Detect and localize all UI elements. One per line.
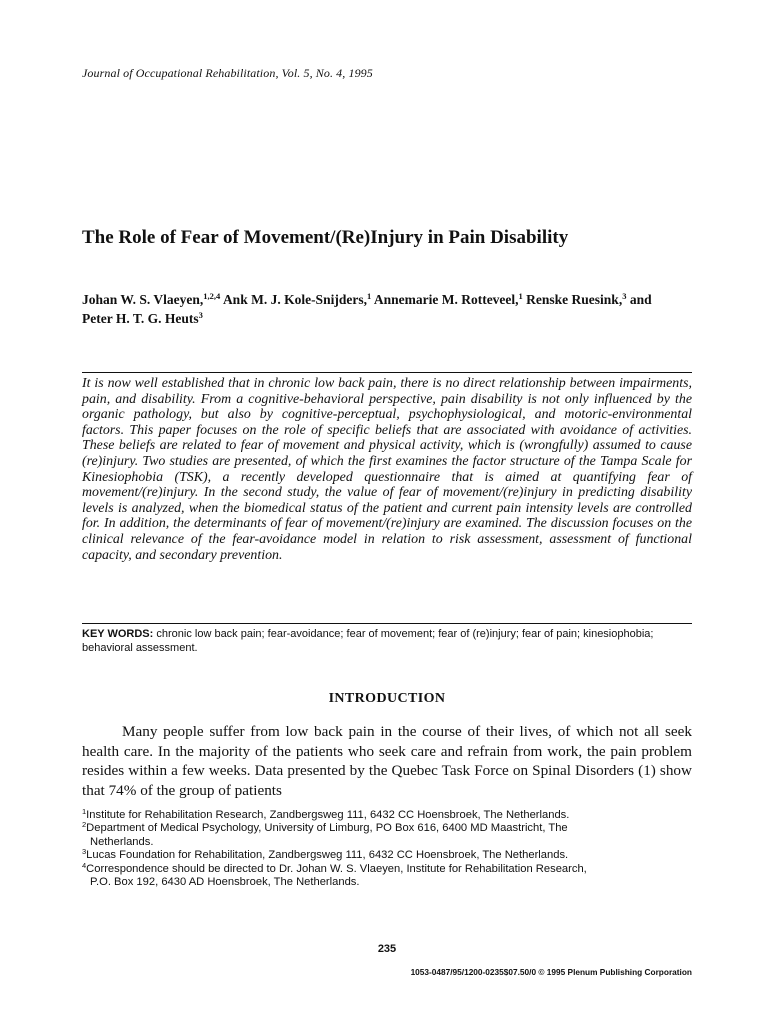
author-list [82, 290, 682, 328]
author-affiliation-marker: 3 [198, 310, 203, 320]
footnote [82, 822, 692, 835]
footnote-number: 2 [82, 820, 87, 830]
footnote-text: Department of Medical Psychology, University of Limburg, PO Box 616, 6400 MD Maastricht, The [86, 822, 568, 835]
keywords-label: KEY WORDS: [82, 628, 154, 640]
author-affiliation-marker: 1 [366, 291, 372, 301]
journal-header: Journal of Occupational Rehabilitation, Vol. 5, No. 4, 1995 [82, 66, 373, 80]
author-affiliation-marker: 1 [518, 291, 523, 301]
intro-paragraph [82, 722, 692, 800]
footnote-number: 1 [82, 807, 87, 816]
footnote [82, 860, 692, 876]
footnote [82, 849, 692, 862]
article-title: The Role of Fear of Movement/(Re)Injury in Pain Disability [82, 227, 569, 248]
footnotes [82, 809, 692, 889]
footnote-text: Lucas Foundation for Rehabilitation, Zandbergsweg 111, 6432 CC Hoensbroek, The Netherlands. [86, 849, 569, 862]
footnote-continuation: P.O. Box 192, 6430 AD Hoensbroek, The Netherlands. [90, 876, 360, 889]
footnote-number: 3 [82, 847, 87, 857]
author-separator: and [626, 292, 652, 307]
footnote-continuation: Netherlands. [90, 835, 154, 848]
footnote [82, 809, 692, 822]
keywords-text: chronic low back pain; fear-avoidance; fear of movement; fear of (re)injury; fear of pain; kinesiophobia; behavioral assessment. [82, 628, 654, 654]
keywords [82, 627, 692, 655]
author-name: Annemarie M. Rotteveel, [373, 292, 519, 307]
keywords-rule [82, 623, 692, 624]
author-name: Renske Ruesink, [526, 292, 623, 307]
author-affiliation-marker: 3 [622, 291, 627, 301]
section-heading-introduction: INTRODUCTION [328, 691, 446, 706]
page-number: 235 [377, 943, 397, 955]
author-name: Johan W. S. Vlaeyen, [82, 292, 204, 307]
footnote-text: Institute for Rehabilitation Research, Zandbergsweg 111, 6432 CC Hoensbroek, The Netherlands. [86, 809, 570, 821]
author-name: Peter H. T. G. Heuts [82, 311, 199, 326]
footnote-number: 4 [82, 860, 87, 870]
copyright-line: 1053-0487/95/1200-0235$07.50/0 © 1995 Plenum Publishing Corporation [410, 967, 692, 977]
author-name: Ank M. J. Kole-Snijders, [222, 292, 367, 307]
footnote-text: Correspondence should be directed to Dr. Johan W. S. Vlaeyen, Institute for Rehabilitation Research, [86, 862, 587, 875]
intro-paragraph-text: Many people suffer from low back pain in the course of their lives, of which not all seek health care. In the majority of the patients who seek care and refrain from work, the pain problem resides within a few weeks. Data presented by the Quebec Task Force on Spinal Disorders (1) show that 74% of the group of patients [82, 723, 692, 799]
abstract-top-rule [82, 372, 692, 373]
author-affiliation-marker: 1,2,4 [203, 291, 221, 301]
abstract: It is now well established that in chronic low back pain, there is no direct relationship between impairments, pain, and disability. From a cognitive-behavioral perspective, pain disability is not only influenced by the organic pathology, but also by cognitive-perceptual, psychophysiological, and motoric-environmental factors. This paper focuses on the role of specific beliefs that are associated with avoidance of activities. These beliefs are related to fear of movement and physical activity, which is (wrongfully) assumed to cause (re)injury. Two studies are presented, of which the first examines the factor structure of the Tampa Scale for Kinesiophobia (TSK), a recently developed questionnaire that is aimed at quantifying fear of movement/(re)injury. In the second study, the value of fear of movement/(re)injury in predicting disability levels is analyzed, when the biomedical status of the patient and current pain intensity levels are controlled for. In addition, the determinants of fear of movement/(re)injury are examined. The discussion focuses on the clinical relevance of the fear-avoidance model in relation to risk assessment, assessment of functional capacity, and secondary prevention. [82, 376, 692, 563]
